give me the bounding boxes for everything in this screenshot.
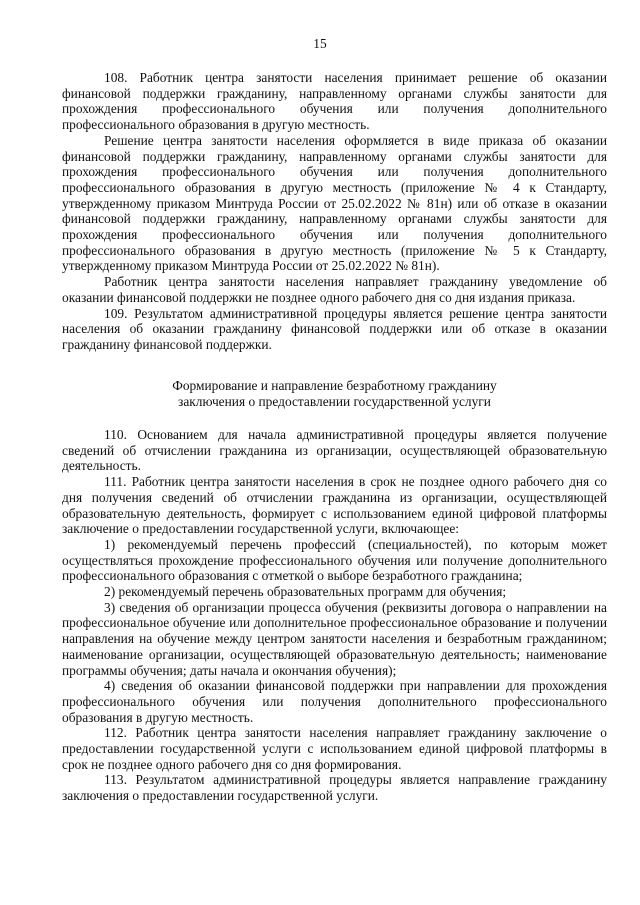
paragraph-decision-form: Решение центра занятости населения оформляется в виде приказа об оказании финансовой поддержки гражданину, направленному органами службы занятости для прохождения профессионального обучения или получения дополнительного профессионального образования в другую местность (приложение № 4 к Стандарту, утвержденному приказом Минтруда России от 25.02.2022 № 81н) или об отказе в оказании финансовой поддержки гражданину, направленному органами службы занятости для прохождения профессионального обучения или получения дополнительного профессионального образования в другую местность (приложение № 5 к Стандарту, утвержденному приказом Минтруда России от 25.02.2022 № 81н). bbox=[62, 132, 607, 274]
list-item-1: 1) рекомендуемый перечень профессий (специальностей), по которым может осуществляться прохождение профессионального обучения или получение дополнительного профессионального образования с отметкой о выборе безработного гражданина; bbox=[62, 536, 607, 584]
list-item-4: 4) сведения об оказании финансовой поддержки при направлении для прохождения профессионального обучения или получения дополнительного профессионального образования в другую местность. bbox=[62, 678, 607, 725]
section-heading-line-2: заключения о предоставлении государственной услуги bbox=[178, 393, 491, 409]
paragraph-113: 113. Результатом административной процедуры является направление гражданину заключения о предоставлении государственной услуги. bbox=[62, 772, 607, 804]
paragraph-112: 112. Работник центра занятости населения направляет гражданину заключение о предоставлении государственной услуги с использованием единой цифровой платформы в срок не позднее одного рабочего дня со дня формирования. bbox=[62, 725, 607, 772]
paragraph-111: 111. Работник центра занятости населения в срок не позднее одного рабочего дня со дня получения сведений об отчислении гражданина из организации, осуществляющей образовательную деятельность, формирует с использованием единой цифровой платформы заключение о предоставлении государственной услуги, включающее: bbox=[62, 474, 607, 537]
paragraph-110: 110. Основанием для начала административной процедуры является получение сведений об отчислении гражданина из организации, осуществляющей образовательную деятельность. bbox=[62, 427, 607, 474]
list-item-2: 2) рекомендуемый перечень образовательных программ для обучения; bbox=[104, 584, 507, 600]
paragraph-108: 108. Работник центра занятости населения принимает решение об оказании финансовой поддержки гражданину, направленному органами службы занятости для прохождения профессионального обучения или получения дополнительного профессионального образования в другую местность. bbox=[62, 70, 607, 133]
paragraph-notification: Работник центра занятости населения направляет гражданину уведомление об оказании финансовой поддержки не позднее одного рабочего дня со дня издания приказа. bbox=[62, 274, 607, 305]
list-item-3: 3) сведения об организации процесса обучения (реквизиты договора о направлении на профессиональное обучение или дополнительное профессиональное образование и получении направления на обучение между центром занятости населения и безработным гражданином; наименование организации, осуществляющей образовательную деятельность; наименование программы обучения; даты начала и окончания обучения); bbox=[62, 599, 607, 678]
text-block-upper bbox=[62, 70, 607, 353]
section-heading bbox=[62, 378, 607, 409]
page-number: 15 bbox=[313, 36, 327, 51]
text-block-lower bbox=[62, 427, 607, 804]
paragraph-109: 109. Результатом административной процедуры является решение центра занятости населения об оказании гражданину финансовой поддержки или об отказе в оказании гражданину финансовой поддержки. bbox=[62, 305, 607, 352]
section-heading-line-1: Формирование и направление безработному гражданину bbox=[172, 378, 497, 393]
